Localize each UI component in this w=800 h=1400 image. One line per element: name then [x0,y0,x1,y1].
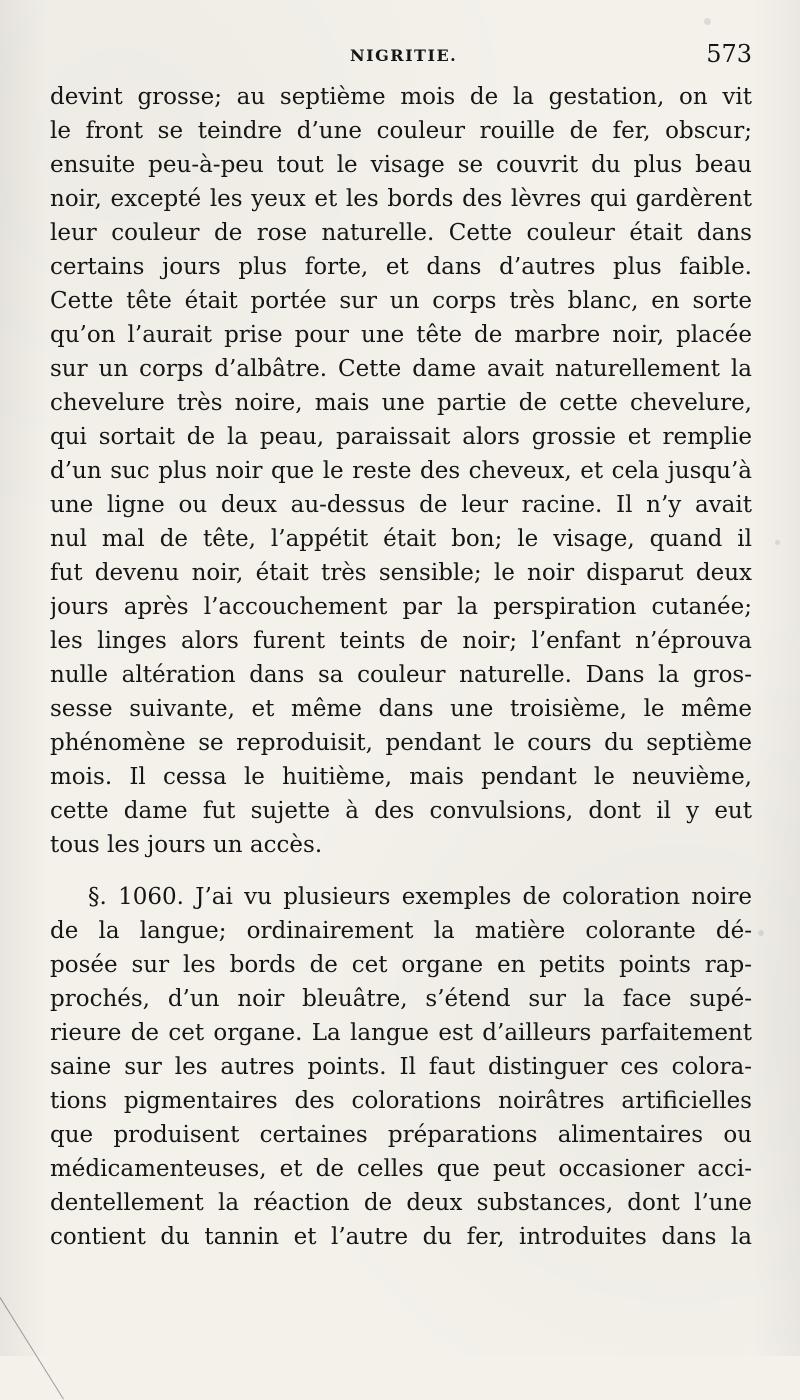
text-line: devint grosse; au septième mois de la gestation, on vit [50,84,752,110]
scan-speck [704,18,711,25]
text-line: jours après l’accouchement par la perspiration cutanée; [50,594,752,620]
text-line: une ligne ou deux au-dessus de leur racine. Il n’y avait [50,492,752,518]
text-line: sesse suivante, et même dans une troisième, le même [50,696,752,722]
text-line: leur couleur de rose naturelle. Cette couleur était dans [50,220,752,246]
text-line: d’un suc plus noir que le reste des cheveux, et cela jusqu’à [50,458,752,484]
text-line: tions pigmentaires des colorations noirâtres artificielles [50,1088,752,1114]
scan-speck [775,540,780,545]
text-line: le front se teindre d’une couleur rouille de fer, obscur; [50,118,752,144]
text-line: saine sur les autres points. Il faut distinguer ces colora- [50,1054,752,1080]
text-line: certains jours plus forte, et dans d’autres plus faible. [50,254,752,280]
text-line: qu’on l’aurait prise pour une tête de marbre noir, placée [50,322,752,348]
text-line: cette dame fut sujette à des convulsions, dont il y eut [50,798,752,824]
text-line: nul mal de tête, l’appétit était bon; le visage, quand il [50,526,752,552]
text-line: que produisent certaines préparations alimentaires ou [50,1122,752,1148]
text-line: contient du tannin et l’autre du fer, introduites dans la [50,1224,752,1250]
text-line: médicamenteuses, et de celles que peut occasioner acci- [50,1156,752,1182]
text-line: Cette tête était portée sur un corps très blanc, en sorte [50,288,752,314]
text-line: ensuite peu-à-peu tout le visage se couvrit du plus beau [50,152,752,178]
text-line: dentellement la réaction de deux substances, dont l’une [50,1190,752,1216]
text-line: les linges alors furent teints de noir; l’enfant n’éprouva [50,628,752,654]
text-line: fut devenu noir, était très sensible; le noir disparut deux [50,560,752,586]
text-line: de la langue; ordinairement la matière colorante dé- [50,918,752,944]
text-line: tous les jours un accès. [50,832,323,858]
scan-edge-line [0,1297,64,1399]
text-line: qui sortait de la peau, paraissait alors grossie et remplie [50,424,752,450]
scan-speck [758,930,764,936]
text-line: sur un corps d’albâtre. Cette dame avait naturellement la [50,356,752,382]
text-line: mois. Il cessa le huitième, mais pendant le neuvième, [50,764,752,790]
text-line: §. 1060. J’ai vu plusieurs exemples de coloration noire [88,884,752,910]
text-line: chevelure très noire, mais une partie de cette chevelure, [50,390,752,416]
text-line: noir, excepté les yeux et les bords des lèvres qui gardèrent [50,186,752,212]
text-line: posée sur les bords de cet organe en petits points rap- [50,952,752,978]
page-number: 573 [706,40,752,68]
text-line: rieure de cet organe. La langue est d’ailleurs parfaitement [50,1020,752,1046]
text-line: prochés, d’un noir bleuâtre, s’étend sur la face supé- [50,986,752,1012]
text-line: phénomène se reproduisit, pendant le cours du septième [50,730,752,756]
text-line: nulle altération dans sa couleur naturelle. Dans la gros- [50,662,752,688]
running-head: NIGRITIE. [350,46,458,65]
